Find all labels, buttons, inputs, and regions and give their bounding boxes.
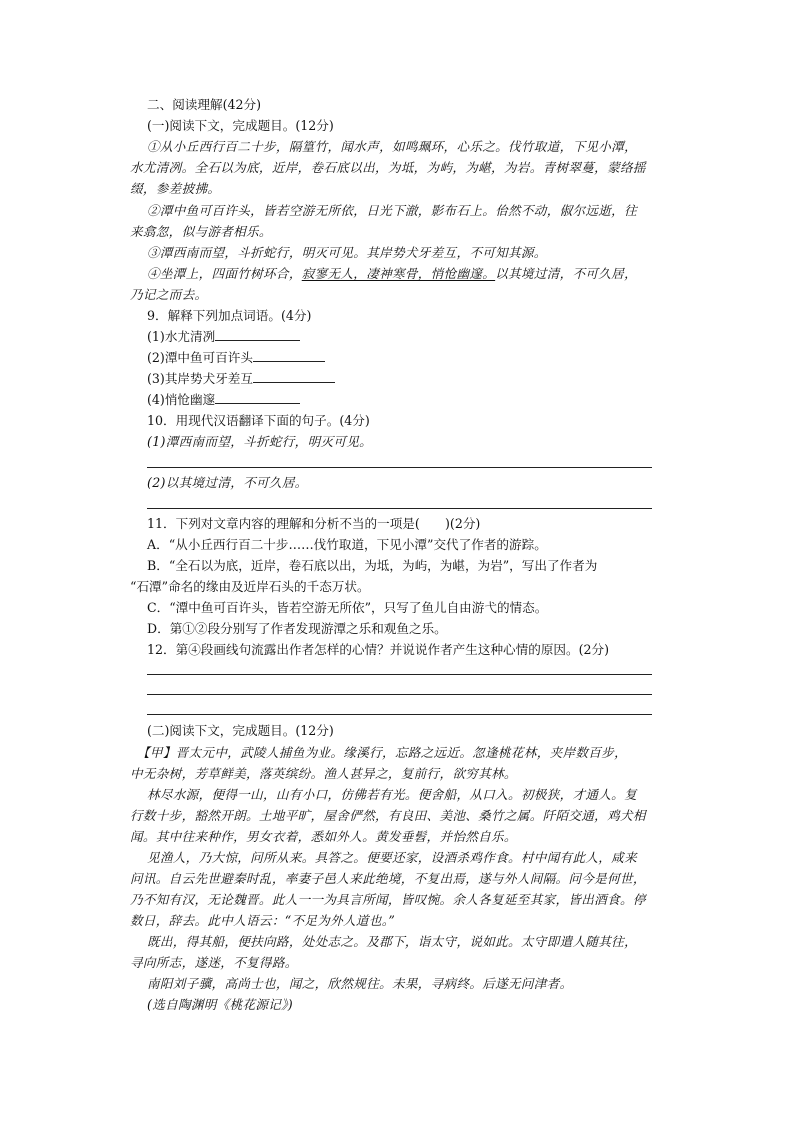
passage2-line: 见渔人，乃大惊，问所从来。具答之。便要还家，设酒杀鸡作食。村中闻有此人，咸来 (147, 850, 637, 865)
q10-sentence: (1)潭西南而望，斗折蛇行，明灭可见。 (147, 434, 373, 449)
part1-heading: (一)阅读下文，完成题目。(12分) (147, 118, 334, 133)
passage2-line: 问讯。自云先世避秦时乱，率妻子邑人来此绝境，不复出焉，遂与外人间隔。问今是何世， (130, 871, 646, 886)
q9-item: (3)其岸势犬牙差互 (147, 369, 335, 388)
passage1-line: ③潭西南而望，斗折蛇行，明灭可见。其岸势犬牙差互，不可知其源。 (147, 245, 547, 260)
answer-line[interactable] (147, 674, 652, 675)
q11-option-b: B．“全石以为底，近岸，卷石底以出，为坻，为屿，为嵁，为岩”，写出了作者为 (147, 558, 598, 573)
q11-option-b: “石潭”命名的缘由及近岸石头的千态万状。 (130, 579, 370, 594)
answer-blank[interactable] (253, 369, 335, 383)
passage2-line: 南阳刘子骥，高尚士也，闻之，欣然规往。未果，寻病终。后遂无问津者。 (147, 976, 573, 991)
answer-blank[interactable] (215, 390, 300, 404)
passage1-line: 水尤清冽。全石以为底，近岸，卷石底以出，为坻，为屿，为嵁，为岩。青树翠蔓，蒙络摇 (130, 160, 646, 175)
q9-item: (2)潭中鱼可百许头 (147, 348, 325, 367)
passage2-line: 寻向所志，遂迷，不复得路。 (130, 955, 298, 970)
answer-line[interactable] (147, 714, 652, 715)
q10-sentence: (2)以其境过清，不可久居。 (147, 475, 308, 490)
passage2-line: 既出，得其船，便扶向路，处处志之。及郡下，诣太守，说如此。太守即遣人随其往， (147, 934, 637, 949)
section-title: 二、阅读理解(42分) (147, 97, 262, 112)
q9-item: (1)水尤清冽 (147, 327, 300, 346)
passage2-line: 【甲】晋太元中，武陵人捕鱼为业。缘溪行，忘路之远近。忽逢桃花林，夹岸数百步， (137, 745, 627, 760)
passage1-text: 以其境过清，不可久居， (495, 266, 637, 281)
passage1-line: 乃记之而去。 (130, 287, 208, 302)
question-11: 11．下列对文章内容的理解和分析不当的一项是( )(2分) (147, 516, 481, 531)
passage2-line: 闻。其中往来种作，男女衣着，悉如外人。黄发垂髫，并怡然自乐。 (130, 829, 517, 844)
answer-line[interactable] (147, 508, 652, 509)
question-12: 12．第④段画线句流露出作者怎样的心情？并说说作者产生这种心情的原因。(2分) (147, 642, 610, 657)
part2-heading: (二)阅读下文，完成题目。(12分) (147, 723, 334, 738)
answer-line[interactable] (147, 694, 652, 695)
source-citation: (选自陶渊明《桃花源记》) (147, 997, 293, 1012)
passage1-line: ①从小丘西行百二十步，隔篁竹，闻水声，如鸣珮环，心乐之。伐竹取道，下见小潭， (147, 139, 637, 154)
underlined-sentence: 寂寥无人，凄神寒骨，悄怆幽邃。 (301, 266, 496, 281)
answer-line[interactable] (147, 467, 652, 468)
passage2-line: 林尽水源，便得一山，山有小口，仿佛若有光。便舍船，从口入。初极狭，才通人。复 (147, 787, 637, 802)
q11-option-c: C．“潭中鱼可百许头，皆若空游无所依”，只写了鱼儿自由游弋的情态。 (147, 600, 548, 615)
passage1-line (147, 264, 637, 283)
passage2-line: 乃不知有汉，无论魏晋。此人一一为具言所闻，皆叹惋。余人各复延至其家，皆出酒食。停 (130, 892, 646, 907)
answer-blank[interactable] (215, 327, 300, 341)
passage1-line: ②潭中鱼可百许头，皆若空游无所依，日光下澈，影布石上。佁然不动，俶尔远逝，往 (147, 203, 637, 218)
passage1-line: 缀，参差披拂。 (130, 181, 221, 196)
answer-blank[interactable] (253, 348, 325, 362)
passage1-line: 来翕忽，似与游者相乐。 (130, 224, 272, 239)
q11-option-a: A．“从小丘西行百二十步……伐竹取道，下见小潭”交代了作者的游踪。 (147, 537, 547, 552)
question-10: 10．用现代汉语翻译下面的句子。(4分) (147, 413, 370, 428)
passage2-line: 数日，辞去。此中人语云：“不足为外人道也。” (130, 913, 396, 928)
passage2-line: 中无杂树，芳草鲜美，落英缤纷。渔人甚异之，复前行，欲穷其林。 (130, 766, 517, 781)
passage1-text: ④坐潭上，四面竹树环合， (147, 266, 302, 281)
q11-option-d: D．第①②段分别写了作者发现游潭之乐和观鱼之乐。 (147, 621, 447, 636)
question-9: 9．解释下列加点词语。(4分) (147, 308, 312, 323)
passage2-line: 行数十步，豁然开朗。土地平旷，屋舍俨然，有良田、美池、桑竹之属。阡陌交通，鸡犬相 (130, 808, 646, 823)
q9-item: (4)悄怆幽邃 (147, 390, 300, 409)
